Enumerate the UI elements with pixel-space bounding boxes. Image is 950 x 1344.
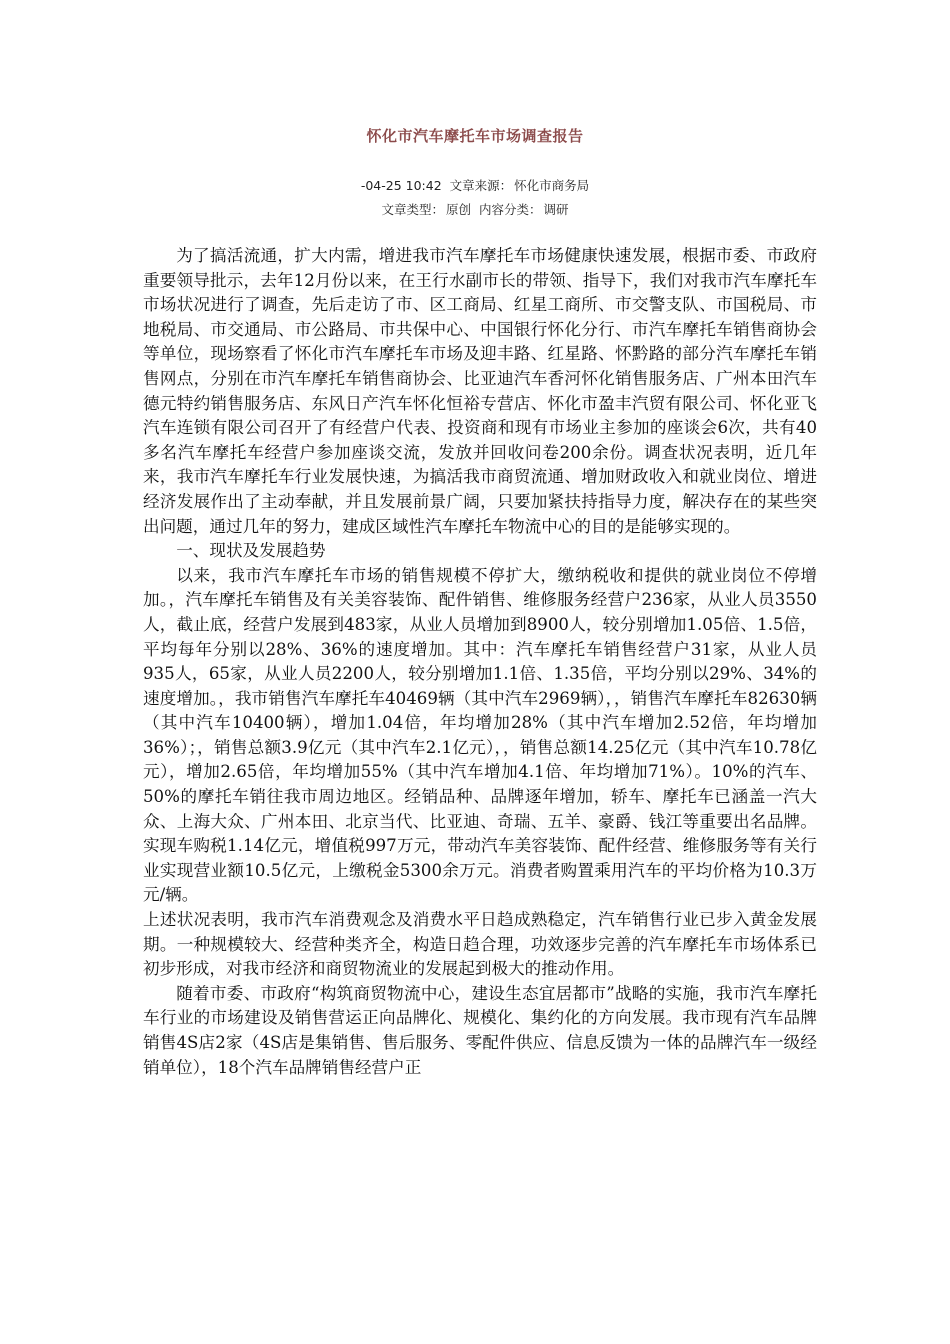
body-paragraph-status: 以来，我市汽车摩托车市场的销售规模不停扩大，缴纳税收和提供的就业岗位不停增加。，汽车摩托车销售及有关美容装饰、配件销售、维修服务经营户236家，从业人员3550人，截止底，经营户发展到483家，从业人员增加到8900人，较分别增加1.05倍、1.5倍，平均每年分别以28%、36%的速度增加。其中：汽车摩托车销售经营户31家，从业人员935人，65家，从业人员2200人，较分别增加1.1倍、1.35倍，平均分别以29%、34%的速度增加。，我市销售汽车摩托车40469辆（其中汽车2969辆），，销售汽车摩托车82630辆（其中汽车10400辆），增加1.04倍，年均增加28%（其中汽车增加2.52倍，年均增加36%）；，销售总额3.9亿元（其中汽车2.1亿元），，销售总额14.25亿元（其中汽车10.78亿元），增加2.65倍，年均增加55%（其中汽车增加4.1倍、年均增加71%）。10%的汽车、50%的摩托车销往我市周边地区。经销品种、品牌逐年增加，轿车、摩托车已涵盖一汽大众、上海大众、广州本田、北京当代、比亚迪、奇瑞、五羊、豪爵、钱江等重要出名品牌。实现车购税1.14亿元，增值税997万元，带动汽车美容装饰、配件经营、维修服务等有关行业实现营业额10.5亿元，上缴税金5300余万元。消费者购置乘用汽车的平均价格为10.3万元/辆。 <box>143 565 817 905</box>
article-meta-line-2 <box>0 200 950 218</box>
source-label: 文章来源： <box>449 178 513 193</box>
article-type-label: 文章类型： <box>381 202 444 217</box>
article-meta-line-1 <box>0 176 950 194</box>
article-body <box>143 244 817 1080</box>
content-category-value: 调研 <box>543 202 569 217</box>
article-type-value: 原创 <box>445 202 471 217</box>
publish-datetime: -04-25 10:42 <box>360 178 442 193</box>
body-paragraph-summary: 上述状况表明，我市汽车消费观念及消费水平日趋成熟稳定，汽车销售行业已步入黄金发展期。一种规模较大、经营种类齐全，构造日趋合理，功效逐步完善的汽车摩托车市场体系已初步形成，对我市经济和商贸物流业的发展起到极大的推动作用。 <box>143 910 817 979</box>
document-title: 怀化市汽车摩托车市场调查报告 <box>366 127 584 145</box>
source-value: 怀化市商务局 <box>514 178 590 193</box>
body-paragraph-trend: 随着市委、市政府“构筑商贸物流中心，建设生态宜居都市”战略的实施，我市汽车摩托车行业的市场建设及销售营运正向品牌化、规模化、集约化的方向发展。我市现有汽车品牌销售4S店2家（4S店是集销售、售后服务、零配件供应、信息反馈为一体的品牌汽车一级经销单位），18个汽车品牌销售经营户正 <box>143 983 817 1077</box>
content-category-label: 内容分类： <box>478 202 542 217</box>
section-heading-status: 一、现状及发展趋势 <box>176 541 326 561</box>
body-paragraph-intro: 为了搞活流通，扩大内需，增进我市汽车摩托车市场健康快速发展，根据市委、市政府重要领导批示，去年12月份以来，在王行水副市长的带领、指导下，我们对我市汽车摩托车市场状况进行了调查，先后走访了市、区工商局、红星工商所、市交警支队、市国税局、市地税局、市交通局、市公路局、市共保中心、中国银行怀化分行、市汽车摩托车销售商协会等单位，现场察看了怀化市汽车摩托车市场及迎丰路、红星路、怀黔路的部分汽车摩托车销售网点，分别在市汽车摩托车销售商协会、比亚迪汽车香河怀化销售服务店、广州本田汽车德元特约销售服务店、东风日产汽车怀化恒裕专营店、怀化市盈丰汽贸有限公司、怀化亚飞汽车连锁有限公司召开了有经营户代表、投资商和现有市场业主参加的座谈会6次，共有40多名汽车摩托车经营户参加座谈交流，发放并回收问卷200余份。调查状况表明，近几年来，我市汽车摩托车行业发展快速，为搞活我市商贸流通、增加财政收入和就业岗位、增进经济发展作出了主动奉献，并且发展前景广阔，只要加紧扶持指导力度，解决存在的某些突出问题，通过几年的努力，建成区域性汽车摩托车物流中心的目的是能够实现的。 <box>143 246 817 536</box>
